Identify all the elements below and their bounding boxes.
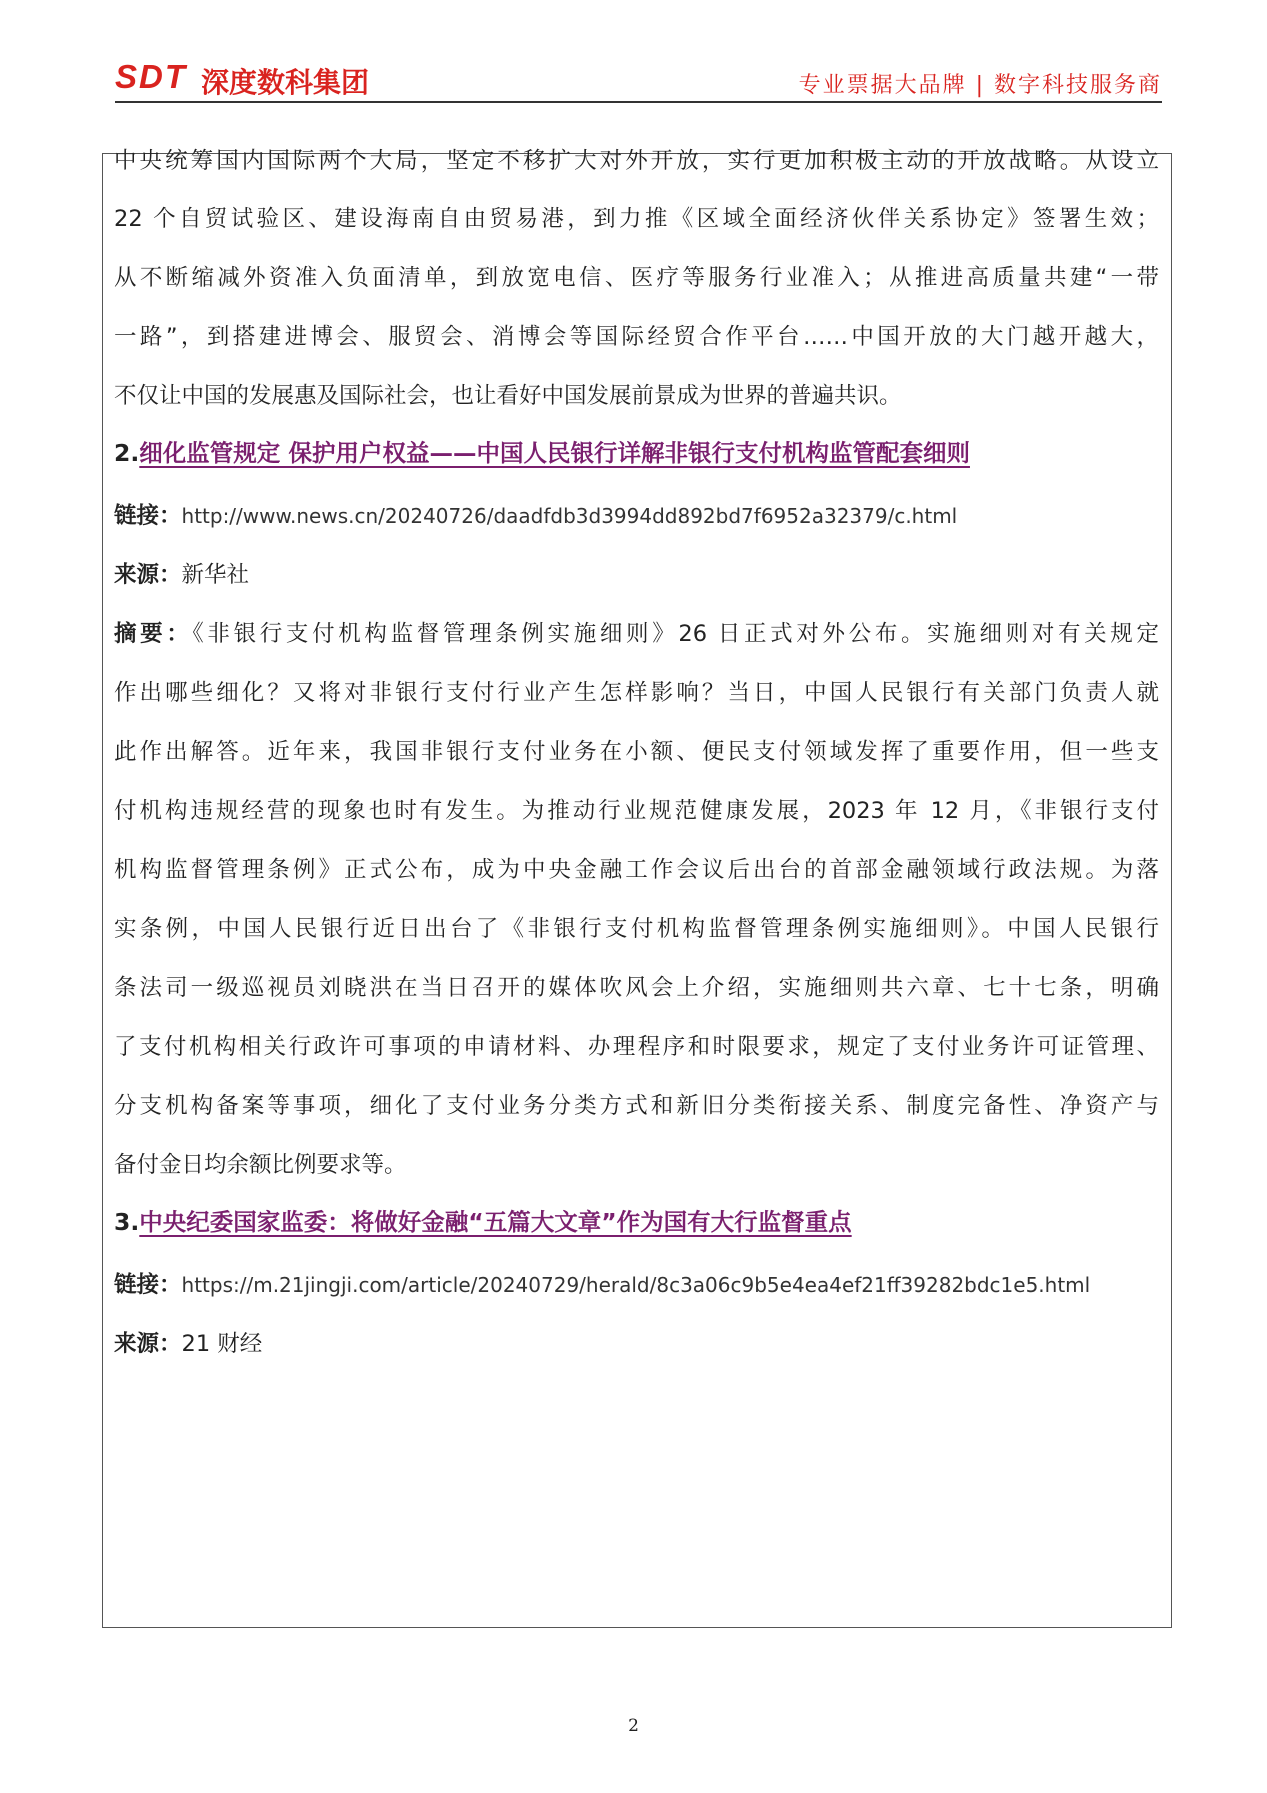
- summary-label: 摘要：: [114, 621, 193, 647]
- article-url[interactable]: https://m.21jingji.com/article/20240729/herald/8c3a06c9b5e4ea4ef21ff39282bdc1e5.html: [181, 1273, 1091, 1297]
- summary-line: 条法司一级巡视员刘晓洪在当日召开的媒体吹风会上介绍，实施细则共六章、七十七条，明确: [114, 975, 1159, 1001]
- header-slogan: 专业票据大品牌 | 数字科技服务商: [798, 73, 1162, 98]
- summary-line: 实条例，中国人民银行近日出台了《非银行支付机构监督管理条例实施细则》。中国人民银行: [114, 916, 1159, 942]
- company-logo-mark: SDT: [115, 58, 187, 95]
- article-heading: [114, 1206, 852, 1238]
- company-name: 深度数科集团: [201, 66, 370, 99]
- intro-line: 不仅让中国的发展惠及国际社会，也让看好中国发展前景成为世界的普遍共识。: [114, 383, 902, 409]
- summary-line: 付机构违规经营的现象也时有发生。为推动行业规范健康发展，2023 年 12 月，《非银行支付: [114, 798, 1159, 824]
- summary-first-line: [114, 618, 1159, 650]
- link-label: 链接：: [114, 1272, 182, 1298]
- article-number: 3.: [114, 1208, 140, 1236]
- page-number: 2: [628, 1716, 639, 1736]
- intro-line: 一路”，到搭建进博会、服贸会、消博会等国际经贸合作平台……中国开放的大门越开越大，: [114, 324, 1159, 350]
- article-title-link[interactable]: 中央纪委国家监委：将做好金融“五篇大文章”作为国有大行监督重点: [139, 1208, 852, 1236]
- intro-line: 中央统筹国内国际两个大局，坚定不移扩大对外开放，实行更加积极主动的开放战略。从设立: [114, 148, 1159, 174]
- summary-line: 此作出解答。近年来，我国非银行支付业务在小额、便民支付领域发挥了重要作用，但一些支: [114, 739, 1159, 765]
- article-link-row: [114, 1269, 1090, 1301]
- article-link-row: [114, 500, 957, 532]
- link-label: 链接：: [114, 503, 182, 529]
- summary-text: 《非银行支付机构监督管理条例实施细则》26 日正式对外公布。实施细则对有关规定: [192, 621, 1159, 647]
- article-source-row: [114, 559, 249, 591]
- article-source: 21 财经: [181, 1331, 263, 1357]
- content-frame: [102, 153, 1172, 1628]
- summary-line: 了支付机构相关行政许可事项的申请材料、办理程序和时限要求，规定了支付业务许可证管理、: [114, 1034, 1159, 1060]
- article-source: 新华社: [181, 562, 250, 588]
- page-header: [115, 58, 1162, 104]
- header-divider: [115, 101, 1162, 103]
- article-number: 2.: [114, 439, 140, 467]
- source-label: 来源：: [114, 562, 182, 588]
- summary-line: 作出哪些细化？又将对非银行支付行业产生怎样影响？当日，中国人民银行有关部门负责人就: [114, 680, 1159, 706]
- article-url[interactable]: http://www.news.cn/20240726/daadfdb3d3994dd892bd7f6952a32379/c.html: [181, 504, 958, 528]
- article-title-link[interactable]: 细化监管规定 保护用户权益——中国人民银行详解非银行支付机构监管配套细则: [139, 439, 970, 467]
- summary-line: 备付金日均余额比例要求等。: [114, 1152, 407, 1178]
- summary-line: 机构监督管理条例》正式公布，成为中央金融工作会议后出台的首部金融领域行政法规。为落: [114, 857, 1159, 883]
- intro-line: 从不断缩减外资准入负面清单，到放宽电信、医疗等服务行业准入；从推进高质量共建“一带: [114, 265, 1159, 291]
- intro-line: 22 个自贸试验区、建设海南自由贸易港，到力推《区域全面经济伙伴关系协定》签署生效；: [114, 206, 1159, 232]
- summary-line: 分支机构备案等事项，细化了支付业务分类方式和新旧分类衔接关系、制度完备性、净资产与: [114, 1093, 1159, 1119]
- source-label: 来源：: [114, 1331, 182, 1357]
- article-heading: [114, 437, 970, 469]
- article-source-row: [114, 1328, 262, 1360]
